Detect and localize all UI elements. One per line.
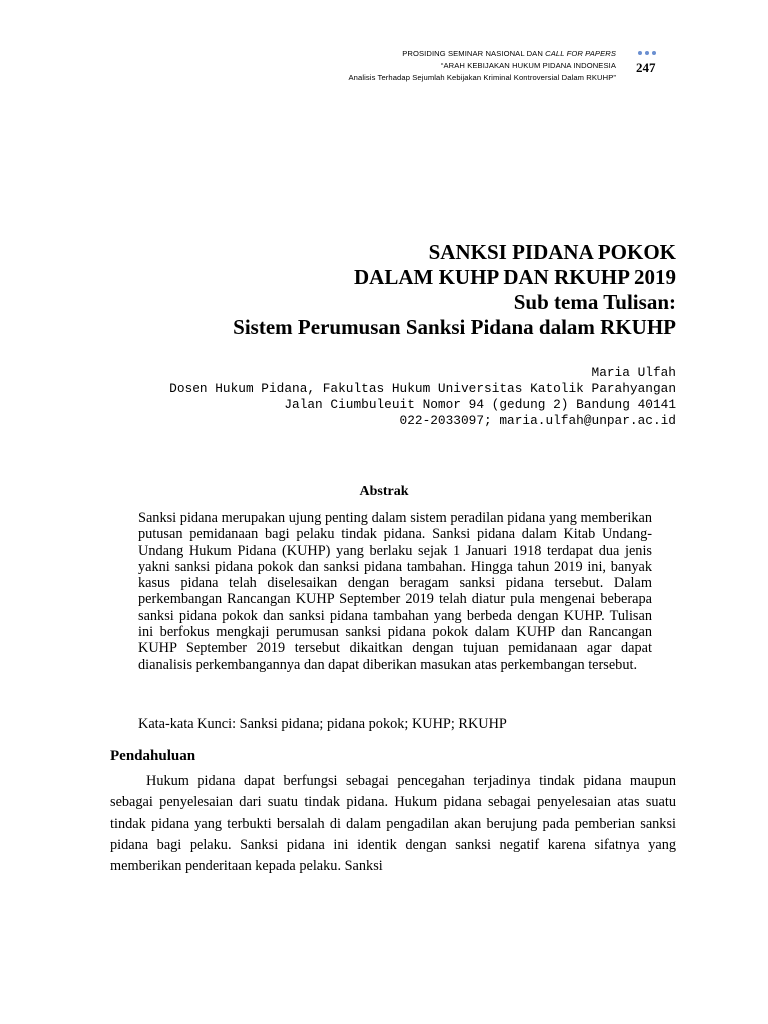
abstract-body: Sanksi pidana merupakan ujung penting dalam sistem peradilan pidana yang memberikan putusan pemidanaan bagi pelaku tindak pidana. Sanksi pidana dalam Kitab Undang-Undang Hukum Pidana (KUHP) yang berlaku sejak 1 Januari 1918 terdapat dua jenis yakni sanksi pidana pokok dan sanksi pidana tambahan. Hingga tahun 2019 ini, banyak kasus pidana telah diselesaikan dengan beragam sanksi pidana tersebut. Dalam perkembangan Rancangan KUHP September 2019 telah diatur pula mengenai beberapa sanksi pidana pokok dan sanksi pidana tambahan yang berbeda dengan KUHP. Tulisan ini berfokus mengkaji perumusan sanksi pidana pokok dalam KUHP dan Rancangan KUHP September 2019 tersebut dikaitkan dengan tujuan pemidanaan agar dapat dianalisis perkembangannya dan dapat diberikan masukan atas perkembangan tersebut. bbox=[138, 510, 652, 673]
dot-icon bbox=[645, 51, 649, 55]
dot-icon bbox=[652, 51, 656, 55]
author-name: Maria Ulfah bbox=[591, 365, 676, 380]
header-line-3: Analisis Terhadap Sejumlah Kebijakan Kriminal Kontroversial Dalam RKUHP” bbox=[348, 73, 616, 82]
author-block bbox=[169, 365, 676, 429]
header-call-for-papers: CALL FOR PAPERS bbox=[545, 49, 616, 58]
section-heading-introduction: Pendahuluan bbox=[110, 748, 196, 764]
author-affiliation: Dosen Hukum Pidana, Fakultas Hukum Universitas Katolik Parahyangan bbox=[169, 381, 676, 396]
subtitle-text: Sistem Perumusan Sanksi Pidana dalam RKUHP bbox=[233, 315, 676, 339]
dot-icon bbox=[638, 51, 642, 55]
introduction-paragraph: Hukum pidana dapat berfungsi sebagai pencegahan terjadinya tindak pidana maupun sebagai penyelesaian dari suatu tindak pidana. Hukum pidana sebagai penyelesaian atas suatu tindak pidana yang terbukti bersalah di dalam pengadilan akan berujung pada pemberian sanksi pidana bagi pelaku. Sanksi pidana ini identik dengan sanksi negatif karena sifatnya yang memberikan penderitaan kepada pelaku. Sanksi bbox=[110, 773, 676, 875]
running-header bbox=[349, 48, 616, 84]
header-proceedings-label: PROSIDING SEMINAR NASIONAL DAN bbox=[402, 49, 546, 58]
header-line-2: “ARAH KEBIJAKAN HUKUM PIDANA INDONESIA bbox=[440, 61, 616, 70]
paper-title bbox=[233, 240, 676, 340]
subtitle-label: Sub tema Tulisan: bbox=[513, 290, 676, 314]
title-line-1: SANKSI PIDANA POKOK bbox=[428, 240, 676, 264]
decorative-dots-icon bbox=[638, 51, 656, 55]
header-line-1 bbox=[349, 48, 616, 60]
abstract-heading: Abstrak bbox=[359, 484, 409, 499]
keywords: Kata-kata Kunci: Sanksi pidana; pidana pokok; KUHP; RKUHP bbox=[138, 716, 507, 732]
author-address: Jalan Ciumbuleuit Nomor 94 (gedung 2) Bandung 40141 bbox=[284, 397, 676, 412]
page-number: 247 bbox=[636, 60, 656, 75]
author-contact: 022-2033097; maria.ulfah@unpar.ac.id bbox=[399, 413, 676, 428]
title-line-2: DALAM KUHP DAN RKUHP 2019 bbox=[354, 265, 676, 289]
